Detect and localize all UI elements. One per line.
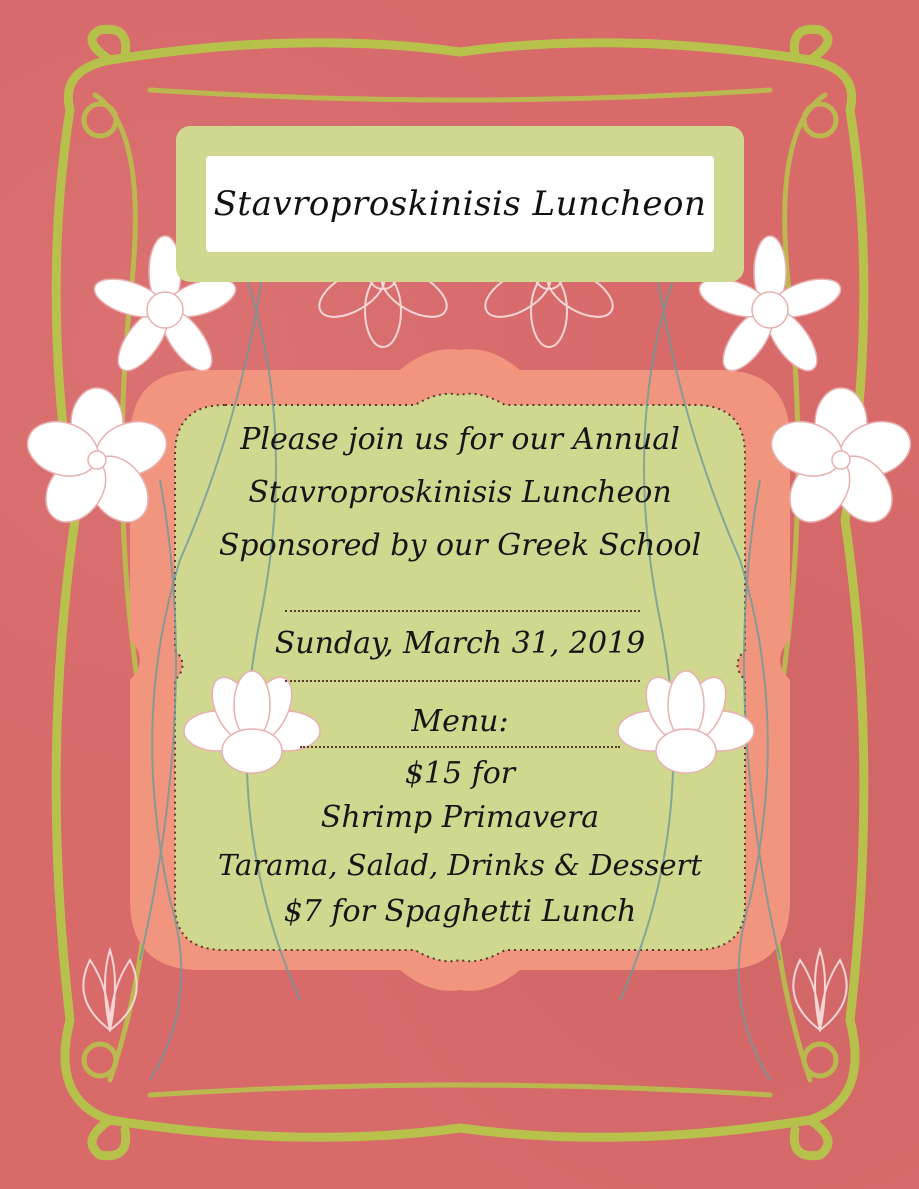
page-title: Stavroproskinisis Luncheon <box>213 184 707 224</box>
menu-sides: Tarama, Salad, Drinks & Dessert <box>217 848 703 882</box>
menu-price-2: $7 for Spaghetti Lunch <box>283 894 637 929</box>
invitation-line-3: Sponsored by our Greek School <box>218 528 702 563</box>
menu-label: Menu: <box>411 704 509 739</box>
invitation-line-2: Stavroproskinisis Luncheon <box>248 475 672 510</box>
divider-menu <box>300 746 620 748</box>
invitation-line-1: Please join us for our Annual <box>240 422 680 457</box>
menu-dish-1: Shrimp Primavera <box>320 800 600 835</box>
event-date: Sunday, March 31, 2019 <box>274 626 646 661</box>
title-box <box>206 156 714 252</box>
divider-top <box>285 610 640 612</box>
menu-price-1: $15 for <box>404 756 516 791</box>
divider-bottom <box>285 680 640 682</box>
